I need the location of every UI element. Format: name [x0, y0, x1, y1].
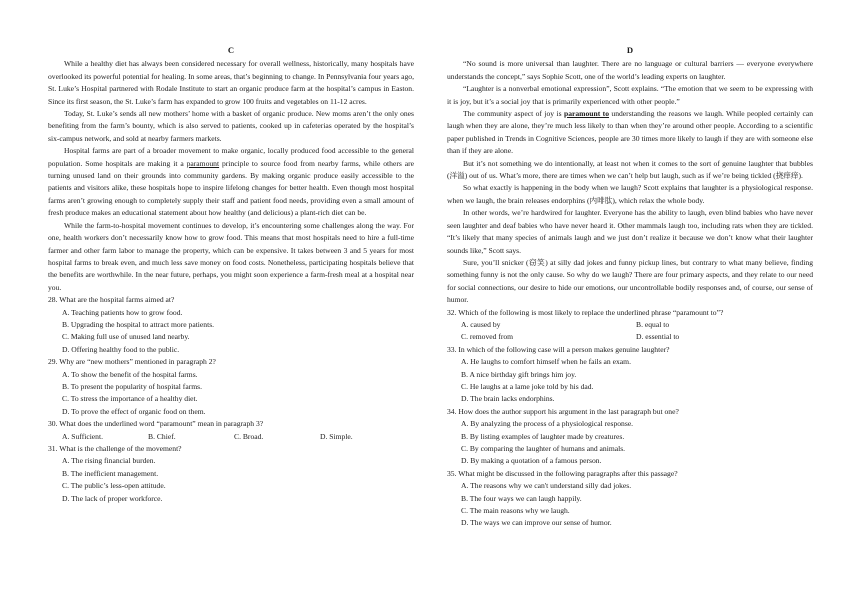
q30-option-b: B. Chief. [148, 431, 176, 441]
q35-option-a: A. The reasons why we can't understand silly dad jokes. [461, 481, 632, 491]
q29-option-a: A. To show the benefit of the hospital farms. [62, 369, 198, 379]
passage-c-title: C [227, 45, 235, 55]
passage-d-paragraph-7: Sure, you’ll snicker (窃笑) at silly dad jokes and funny pickup lines, but contrary to what many believe, finding something funny is not the only cause. So why do we laugh? There are four primary aspects, and they relate to our need for social connections, our desire to hide our emotions, our uncontrollable bodily responses and, of course, our sense of humor. [447, 257, 813, 305]
passage-c-column [48, 44, 414, 505]
q31-option-a: A. The rising financial burden. [62, 456, 156, 466]
underlined-word-paramount: paramount [186, 158, 220, 168]
passage-d-paragraph-3 [447, 108, 813, 158]
q33-option-c: C. He laughs at a lame joke told by his dad. [461, 381, 594, 391]
passage-c-paragraph-2: Today, St. Luke’s sends all new mothers’ home with a basket of organic produce. New moms aren’t the only ones benefiting from the farm’s bounty, which is also served to patients, cooked up in cafeterias operated by the hospital’s six-campus network, and sold at nearby farmers markets. [48, 109, 414, 143]
passage-d-paragraph-1: “No sound is more universal than laughter. There are no language or cultural barriers — everyone everywhere understands the concept,” says Sophie Scott, one of the world’s leading experts on laughter. [447, 59, 813, 81]
passage-d-paragraph-6: In other words, we’re hardwired for laughter. Everyone has the ability to laugh, even blind babies who have never seen laughter and deaf babies who have never heard it. Other mammals laugh too, including rats when they are tickled. “It’s likely that many species of animals laugh and we just don’t realize it because we don’t know what their laughter sounds like,” Scott says. [447, 208, 813, 255]
q29-option-d: D. To prove the effect of organic food on them. [62, 406, 206, 416]
q28-option-d: D. Offering healthy food to the public. [62, 344, 180, 354]
q28-option-c: C. Making full use of unused land nearby. [62, 332, 190, 342]
q30-option-a: A. Sufficient. [62, 431, 103, 441]
q32-option-a: A. caused by [461, 319, 501, 329]
q32-options-row-1 [461, 319, 813, 331]
q31-option-d: D. The lack of proper workforce. [62, 493, 163, 503]
question-35: 35. What might be discussed in the following paragraphs after this passage? [447, 468, 678, 478]
q33-option-b: B. A nice birthday gift brings him joy. [461, 369, 577, 379]
text-run: Hospital farms are part of a broader movement to make organic, locally produced food accessible to the general population. Some hospitals are making it a [48, 146, 414, 168]
passage-d-paragraph-5: So what exactly is happening in the body when we laugh? Scott explains that laughter is a physiological response. when we laugh, the brain releases endorphins (内啡肽), which relax the whole body. [447, 183, 813, 205]
q34-option-c: C. By comparing the laughter of humans and animals. [461, 444, 626, 453]
q35-option-d: D. The ways we can improve our sense of humor. [461, 518, 612, 528]
q32-option-d: D. essential to [636, 332, 680, 342]
text-run: The community aspect of joy is [463, 109, 564, 119]
q30-option-d: D. Simple. [320, 431, 353, 441]
q35-option-c: C. The main reasons why we laugh. [461, 506, 570, 516]
passage-d-paragraph-2: “Laughter is a nonverbal emotional expression”, Scott explains. “The emotion that we seem to be expressing with it is joy, but it’s a social joy that is primarily experienced with other people.” [447, 84, 813, 106]
question-32: 32. Which of the following is most likely to replace the underlined phrase “paramount to”? [447, 307, 724, 317]
passage-d-column [447, 44, 813, 530]
q35-option-b: B. The four ways we can laugh happily. [461, 493, 582, 503]
passage-d-title: D [626, 45, 634, 55]
q32-option-b: B. equal to [636, 319, 670, 329]
question-31: 31. What is the challenge of the movement? [48, 444, 182, 453]
q34-option-d: D. By making a quotation of a famous person. [461, 456, 602, 466]
passage-c-paragraph-3 [48, 145, 414, 219]
passage-d-paragraph-4: But it’s not something we do intentionally, at least not when it comes to the sort of genuine laughter that bubbles (洋溢) out of us. What’s more, there are times when we can’t help but laugh, such as if we’re being tickled (挠痒痒). [447, 158, 813, 181]
q34-option-a: A. By analyzing the process of a physiological response. [461, 419, 634, 429]
question-30: 30. What does the underlined word “paramount” mean in paragraph 3? [48, 419, 264, 429]
q30-option-c: C. Broad. [234, 431, 264, 441]
q29-option-b: B. To present the popularity of hospital farms. [62, 381, 202, 391]
q29-option-c: C. To stress the importance of a healthy diet. [62, 394, 198, 404]
question-34: 34. How does the author support his argument in the last paragraph but one? [447, 406, 679, 416]
q28-option-a: A. Teaching patients how to grow food. [62, 307, 183, 317]
q33-option-d: D. The brain lacks endorphins. [461, 394, 555, 404]
text-run: understanding the reasons we laugh. While peopled certainly can laugh when they are alone, they’re much less likely to than when they’re around other people. According to a scientific paper published in Trends in Cognitive Sciences, people are 30 times more likely to laugh if they are with someone else than if they are alone. [447, 109, 813, 156]
question-28: 28. What are the hospital farms aimed at? [48, 295, 175, 305]
q32-options-row-2 [461, 331, 813, 343]
q31-option-c: C. The public’s less-open attitude. [62, 481, 166, 491]
q33-option-a: A. He laughs to comfort himself when he fails an exam. [461, 357, 631, 367]
text-run: principle to source food from nearby farms, while others are turning unused land on their grounds into community gardens. By making organic produce easily accessible to the patients and visitors alike, these hospitals hope to inspire lifelong changes for better health. Even though most hospital farms aren’t growing enough to completely supply their staff and patient food needs, providing even a small amount of fresh produce makes an educational statement about how healthy (and delicious) a plant-rich diet can be. [48, 158, 414, 218]
q34-option-b: B. By listing examples of laughter made by creatures. [461, 431, 625, 441]
underlined-phrase-paramount-to: paramount to [563, 109, 609, 119]
question-33: 33. In which of the following case will a person makes genuine laughter? [447, 344, 670, 354]
q32-option-c: C. removed from [461, 332, 514, 342]
q28-option-b: B. Upgrading the hospital to attract more patients. [62, 319, 215, 329]
question-29: 29. Why are “new mothers” mentioned in paragraph 2? [48, 357, 216, 367]
passage-c-paragraph-4: While the farm-to-hospital movement continues to develop, it’s encountering some challenges along the way. For one, health workers don’t necessarily know how to grow food. This means that most hospitals need to hire a full-time farmer and other farm labor to manage the property, which can be expensive. It takes between 3 and 5 years for most hospital farms to break even, and much less save money on food costs. Nonetheless, participating hospitals believe that the benefits are worthwhile. In the near future, perhaps, you might soon experience a farm-fresh meal at a hospital near you. [48, 220, 414, 292]
q31-option-b: B. The inefficient management. [62, 468, 159, 478]
q30-options [62, 431, 414, 443]
passage-c-paragraph-1: While a healthy diet has always been considered necessary for overall wellness, historically, many hospitals have overlooked its powerful potential for healing. In some areas, that’s beginning to change. In Pennsylvania four years ago, St. Luke’s Hospital partnered with Rodale Institute to start an organic produce farm at the hospital’s campus in Easton. Since its first season, the St. Luke’s farm has expanded to grow 100 fruits and vegetables on 11-12 acres. [48, 59, 414, 106]
